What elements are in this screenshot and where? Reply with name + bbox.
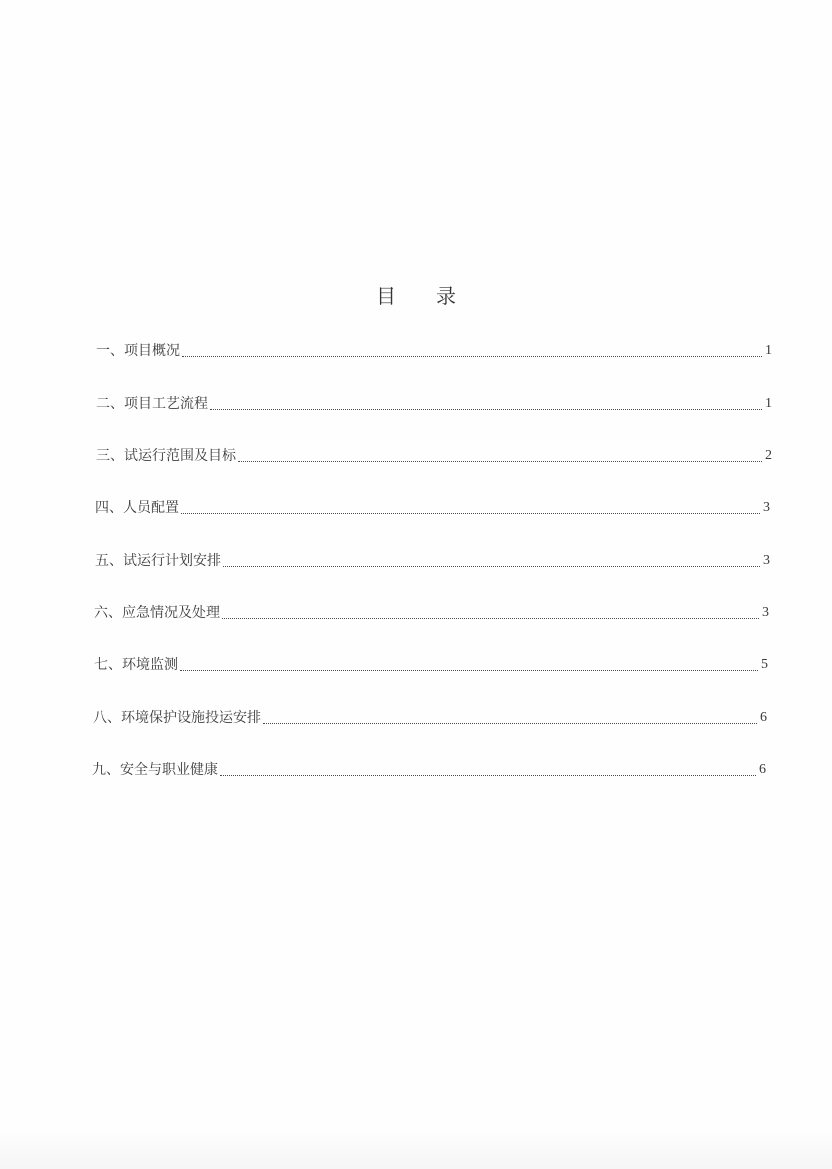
toc-entry-label: 一、项目概况 <box>96 343 180 359</box>
toc-leader-dots <box>263 722 757 724</box>
toc-entry-page: 3 <box>762 605 769 620</box>
toc-leader-dots <box>223 565 760 567</box>
toc-entry-page: 3 <box>763 500 770 515</box>
toc-entry-page: 1 <box>765 343 772 358</box>
toc-entry-8 <box>93 705 767 727</box>
toc-entry-page: 6 <box>760 710 767 725</box>
toc-entry-page: 1 <box>765 396 772 411</box>
toc-leader-dots <box>180 669 758 671</box>
toc-entry-label: 七、环境监测 <box>94 657 178 673</box>
toc-entry-label: 五、试运行计划安排 <box>95 553 221 569</box>
toc-entry-4 <box>95 495 770 517</box>
toc-entry-label: 四、人员配置 <box>95 500 179 516</box>
toc-entry-7 <box>94 652 768 674</box>
toc-entry-label: 九、安全与职业健康 <box>92 762 218 778</box>
toc-leader-dots <box>182 355 762 357</box>
toc-title-left: 目 <box>376 284 396 308</box>
toc-entry-page: 2 <box>765 448 772 463</box>
toc-entry-page: 5 <box>761 657 768 672</box>
toc-entry-label: 六、应急情况及处理 <box>94 605 220 621</box>
toc-leader-dots <box>220 774 756 776</box>
toc-entry-3 <box>96 443 772 465</box>
toc-entry-6 <box>94 600 769 622</box>
toc-entry-page: 6 <box>759 762 766 777</box>
toc-title-right: 录 <box>436 284 456 308</box>
toc-title <box>0 280 832 309</box>
toc-leader-dots <box>210 408 762 410</box>
toc-entry-2 <box>96 391 772 413</box>
toc-leader-dots <box>181 512 760 514</box>
toc-entry-label: 二、项目工艺流程 <box>96 396 208 412</box>
toc-entry-9 <box>92 757 766 779</box>
toc-entry-label: 八、环境保护设施投运安排 <box>93 710 261 726</box>
toc-entry-1 <box>96 338 772 360</box>
toc-leader-dots <box>222 617 759 619</box>
toc-entry-label: 三、试运行范围及目标 <box>96 448 236 464</box>
scan-shadow <box>0 1129 832 1169</box>
toc-leader-dots <box>238 460 762 462</box>
toc-entry-page: 3 <box>763 553 770 568</box>
toc-entry-5 <box>95 548 770 570</box>
